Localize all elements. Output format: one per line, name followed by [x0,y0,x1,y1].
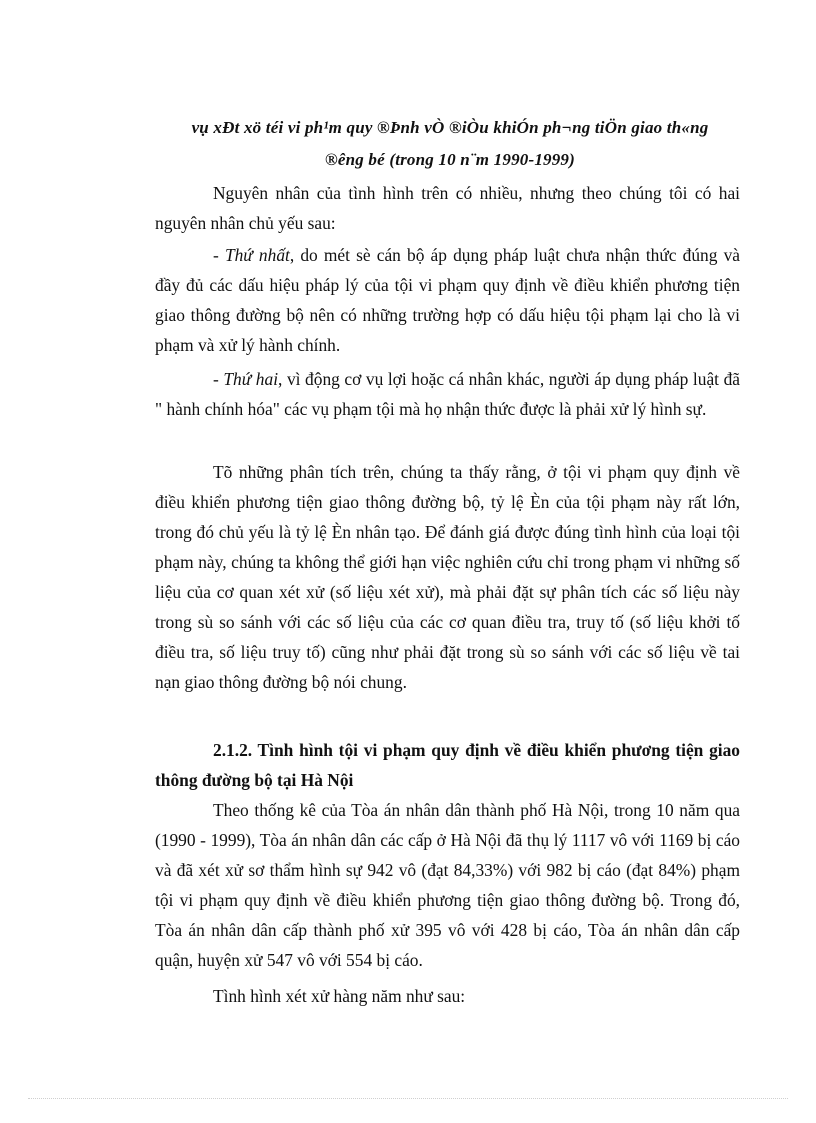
title-line-1: vụ xĐt xö téi vi ph¹m quy ®Þnh vÒ ®iÒu khiÓn ph¬ng tiÖn giao th«ng [191,118,709,137]
paragraph-causes-intro: Nguyên nhân của tình hình trên có nhiều, nhưng theo chúng tôi có hai nguyên nhân chủ yếu sau: [155,183,740,233]
document-title [150,112,750,176]
first-cause-label: Thứ nhất [224,245,290,265]
paragraph-second-cause [155,364,740,424]
paragraph-first-cause [155,240,740,360]
title-line-2: ®êng bé (trong 10 n¨m 1990-1999) [324,150,575,169]
paragraph-statistics: Theo thống kê của Tòa án nhân dân thành phố Hà Nội, trong 10 năm qua (1990 - 1999), Tòa án nhân dân các cấp ở Hà Nội đã thụ lý 1117 vô với 1169 bị cáo và đã xét xử sơ thẩm hình sự 942 vô (đạt 84,33%) với 982 bị cáo (đạt 84%) phạm tội vi phạm quy định về điều khiển phương tiện giao thông đường bộ. Trong đó, Tòa án nhân dân cấp thành phố xử 395 vô với 428 bị cáo, Tòa án nhân dân cấp quận, huyện xử 547 vô với 554 bị cáo. [155,800,740,970]
second-cause-label: Thứ hai [223,369,279,389]
first-cause-dash: - [213,245,225,265]
section-heading-2-1-2: 2.1.2. Tình hình tội vi phạm quy định về điều khiển phương tiện giao thông đường bộ tại Hà Nội [155,740,740,790]
footer-divider [28,1098,788,1099]
first-cause-text: , do mét sè cán bộ áp dụng pháp luật chưa nhận thức đúng và đầy đủ các dấu hiệu pháp lý của tội vi phạm quy định về điều khiển phương tiện giao thông đường bộ nên có những trường hợp có dấu hiệu tội phạm lại cho là vi phạm và xử lý hành chính. [155,245,740,355]
second-cause-text: , vì động cơ vụ lợi hoặc cá nhân khác, người áp dụng pháp luật đã " hành chính hóa" các vụ phạm tội mà họ nhận thức được là phải xử lý hình sự. [155,369,740,419]
second-cause-dash: - [213,369,224,389]
paragraph-yearly-intro: Tình hình xét xử hàng năm như sau: [213,986,466,1006]
paragraph-analysis: Tõ những phân tích trên, chúng ta thấy rằng, ở tội vi phạm quy định về điều khiển phương tiện giao thông đường bộ, tỷ lệ Èn của tội phạm này rất lớn, trong đó chủ yếu là tỷ lệ Èn nhân tạo. Để đánh giá được đúng tình hình của loại tội phạm này, chúng ta không thể giới hạn việc nghiên cứu chỉ trong phạm vi những số liệu của cơ quan xét xử (số liệu xét xử), mà phải đặt sự phân tích các số liệu này trong sù so sánh với các số liệu của các cơ quan điều tra, truy tố (số liệu khởi tố điều tra, số liệu truy tố) cũng như phải đặt trong sù so sánh với các số liệu về tai nạn giao thông đường bộ nói chung. [155,462,740,692]
